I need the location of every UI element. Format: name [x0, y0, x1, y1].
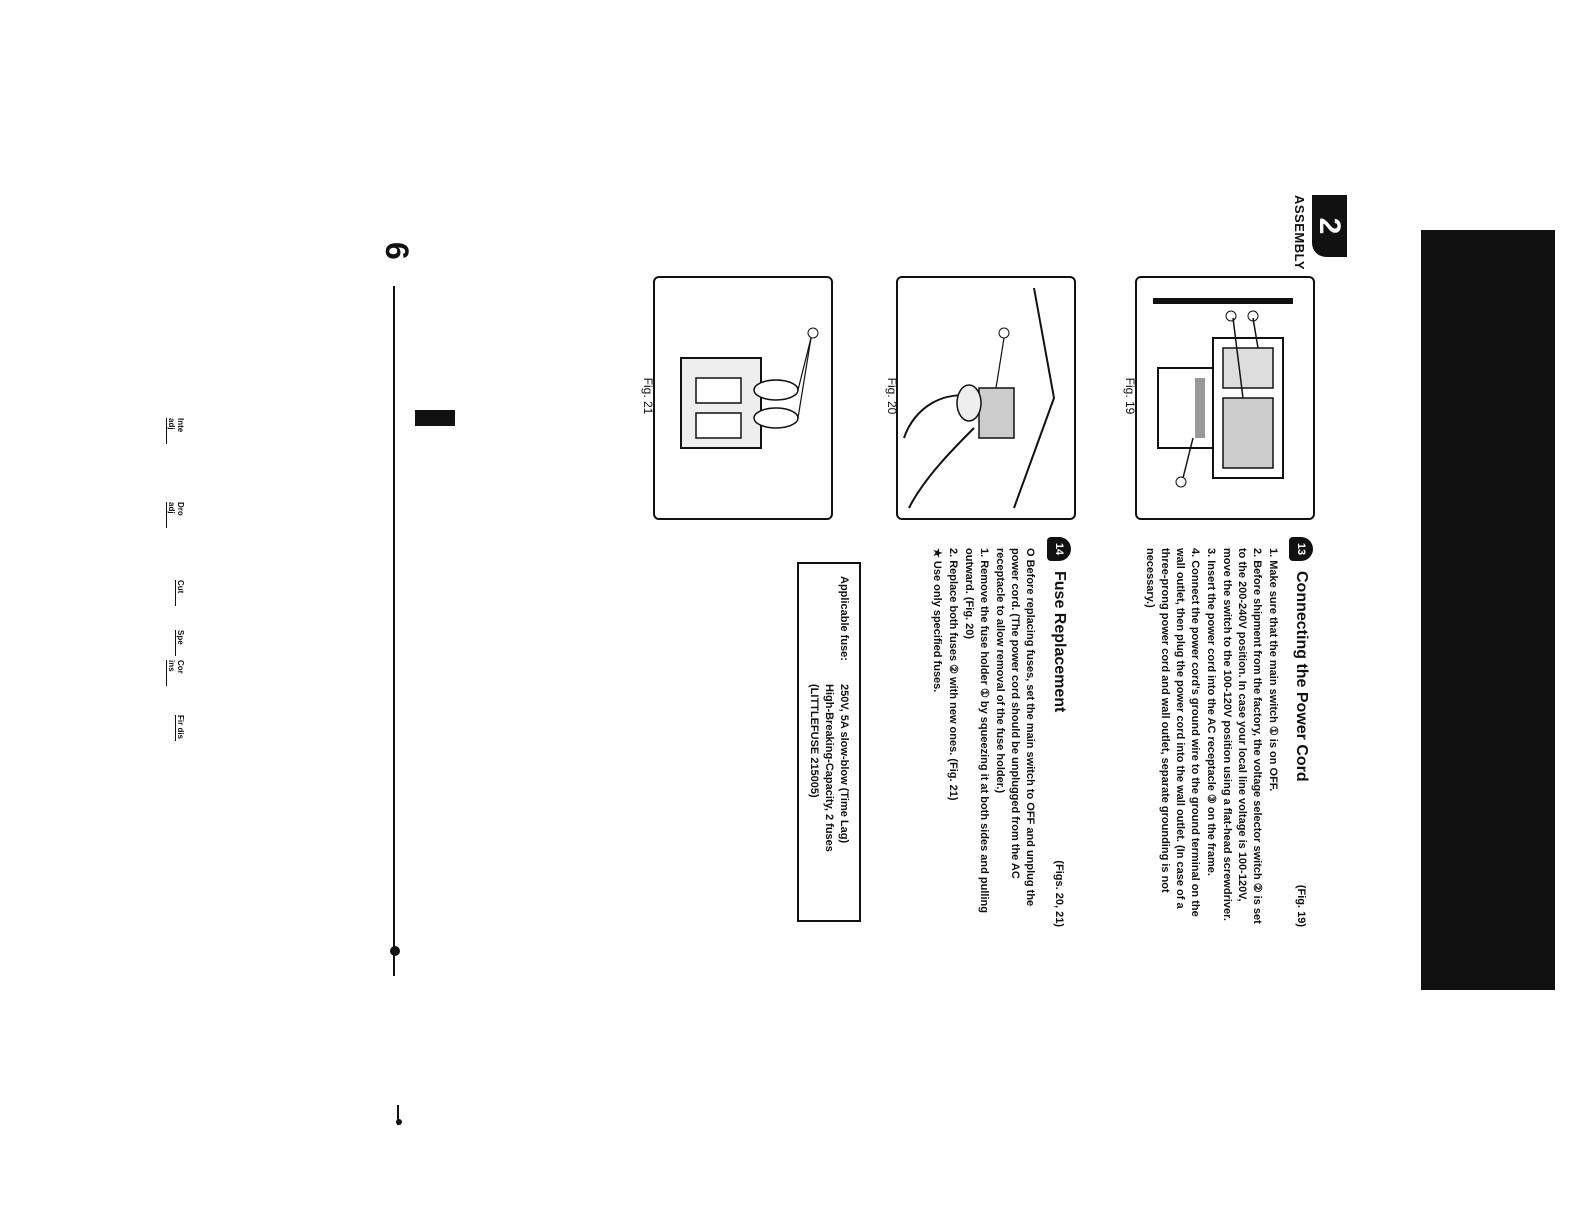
section-13-title: Connecting the Power Cord: [1293, 571, 1310, 782]
section-14-title: Fuse Replacement: [1051, 571, 1068, 713]
figure-21-box: [653, 276, 833, 520]
section-14-steps: [928, 548, 1037, 926]
corner-marker: [415, 410, 455, 426]
power-unit-illustration: [1137, 278, 1313, 518]
section-13-heading: [1287, 537, 1315, 867]
fuse-spec-line-1: 250V, 5A slow-blow (Time Lag): [838, 684, 850, 844]
pin-mark: [393, 1105, 399, 1125]
figure-19-box: [1135, 276, 1315, 520]
fuse-spec-line-3: (LITTLEFUSE 215005): [808, 684, 820, 798]
section-13-fig-ref: (Fig. 19): [1295, 884, 1307, 927]
section-14-step-1: 1. Remove the fuse holder ① by squeezing it at both sides and pulling outward. (Fig. 20): [963, 548, 990, 913]
margin-tab-cut: Cut: [175, 580, 185, 606]
fuse-spec-box: [797, 562, 861, 922]
margin-tab-inte: Inte adj: [166, 418, 185, 444]
page-rule-end-dot: [390, 946, 400, 956]
section-13-steps: [1141, 548, 1280, 926]
section-13-step-3: 3. Insert the power cord into the AC receptacle ③ on the frame.: [1205, 548, 1217, 876]
section-14-caution: ★ Use only specified fuses.: [931, 548, 943, 693]
section-13-step-2: 2. Before shipment from the factory, the voltage selector switch ② is set to the 200-240V position. In case your local line voltage is 100-120V, move the switch to the 100-120V position using a flat-head screwdriver.: [1221, 548, 1263, 924]
figure-21-label: Fig. 21: [641, 377, 655, 415]
section-13-step-1: 1. Make sure that the main switch ① is on OFF.: [1267, 548, 1279, 792]
figure-20-box: [896, 276, 1076, 520]
section-14-note: O Before replacing fuses, set the main switch to OFF and unplug the power cord. (The power cord should be unplugged from the AC receptacle to allow removal of the fuse holder.): [994, 548, 1036, 907]
fuse-spec-label: Applicable fuse:: [838, 576, 850, 661]
section-title: ASSEMBLY: [1292, 195, 1307, 271]
section-number-tab: 2: [1312, 195, 1347, 257]
page-number: 6: [379, 242, 415, 260]
section-14-badge: 14: [1047, 537, 1071, 561]
figure-20-label: Fig. 20: [885, 377, 899, 415]
section-14-fig-ref: (Figs. 20, 21): [1053, 860, 1065, 927]
page-rule: [393, 286, 395, 976]
fuse-holder-illustration: [655, 278, 831, 518]
margin-tab-fir: Fir dis: [176, 715, 185, 740]
margin-tab-spe: Spe: [175, 630, 185, 656]
section-14-step-2: 2. Replace both fuses ② with new ones. (Fig. 21): [947, 548, 959, 801]
top-black-band: [1421, 230, 1555, 990]
section-14-heading: [1045, 537, 1073, 867]
margin-tab-dro: Dro adj: [166, 502, 185, 528]
section-13-step-4: 4. Connect the power cord's ground wire to the ground terminal on the wall outlet, then plug the power cord into the wall outlet. (In case of a three-prong power cord and wall outlet, separate grounding is not necessary.): [1144, 548, 1201, 917]
figure-19-label: Fig. 19: [1123, 377, 1137, 415]
section-13-badge: 13: [1289, 537, 1313, 561]
fuse-holder-removal-illustration: [898, 278, 1074, 518]
margin-tab-cor: Cor ins: [166, 660, 185, 686]
fuse-spec-line-2: High-Breaking-Capacity, 2 fuses: [823, 684, 835, 852]
